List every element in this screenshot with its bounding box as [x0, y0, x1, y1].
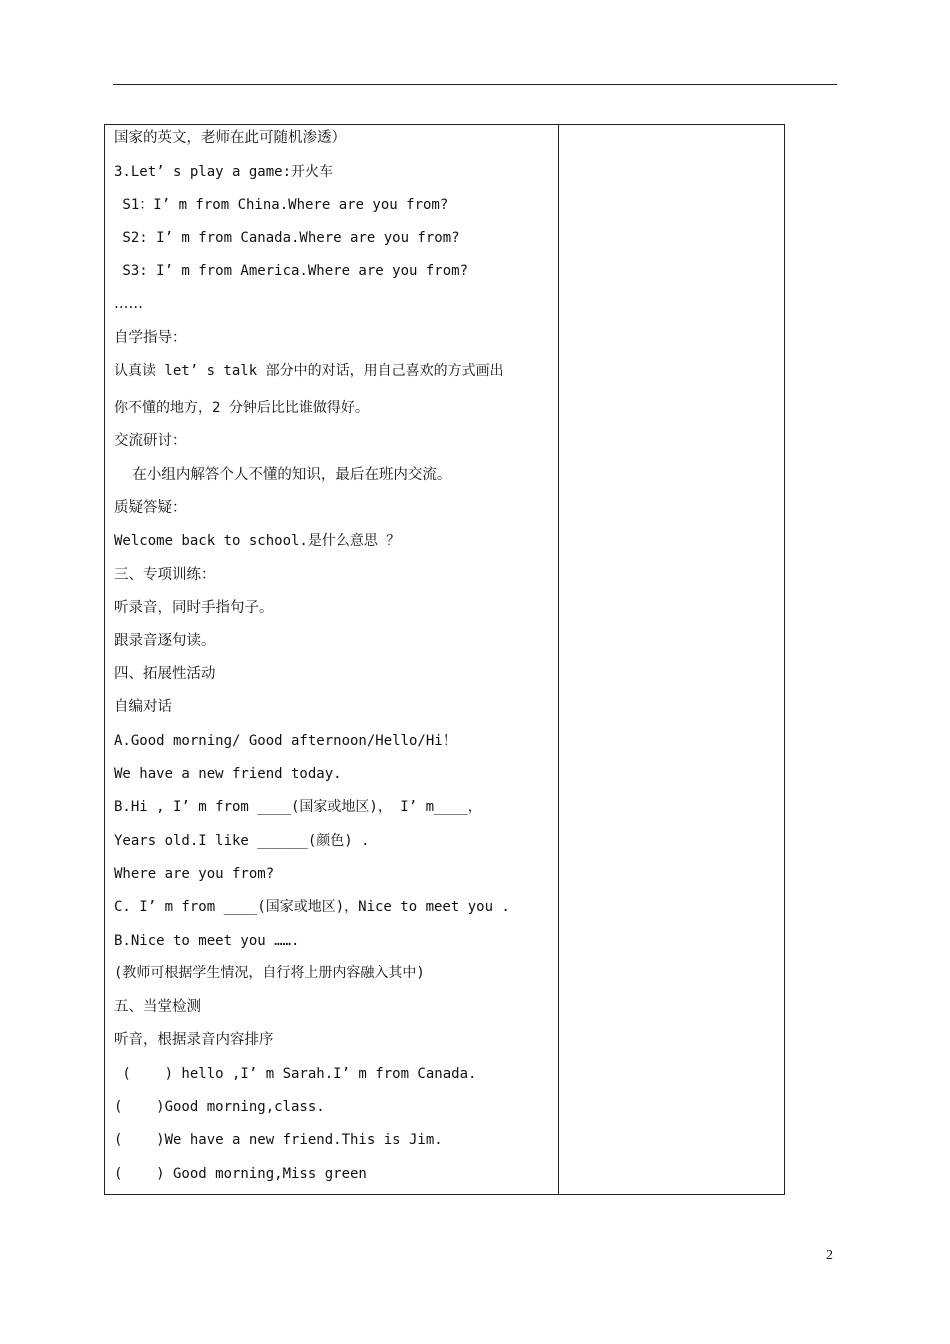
text-line: ( )We have a new friend.This is Jim. — [114, 1132, 443, 1148]
text-line: C. I’ m from ____(国家或地区)，Nice to meet you . — [114, 899, 510, 915]
page-number: 2 — [826, 1248, 833, 1263]
notes-cell — [559, 125, 784, 1194]
text-line: 三、专项训练： — [114, 567, 216, 583]
text-line: Welcome back to school.是什么意思 ？ — [114, 533, 401, 549]
text-line: S3: I’ m from America.Where are you from? — [114, 263, 469, 279]
text-line: S1：I’ m from China.Where are you from? — [114, 197, 449, 213]
text-line: S2: I’ m from Canada.Where are you from? — [114, 230, 460, 246]
text-line: (教师可根据学生情况，自行将上册内容融入其中) — [114, 965, 425, 981]
text-line: 质疑答疑： — [114, 500, 187, 516]
text-line: We have a new friend today. — [114, 766, 342, 782]
text-line: B.Hi , I’ m from ____(国家或地区)， I’ m____， — [114, 799, 482, 815]
text-line: B.Nice to meet you ……. — [114, 933, 300, 949]
text-line: 听录音，同时手指句子。 — [114, 600, 274, 616]
text-line: Years old.I like ______(颜色) . — [114, 833, 370, 849]
text-line: Where are you from? — [114, 866, 275, 882]
text-line: ( )Good morning,class. — [114, 1099, 325, 1115]
text-line: 认真读 let’ s talk 部分中的对话，用自己喜欢的方式画出 — [114, 363, 504, 379]
text-line: 跟录音逐句读。 — [114, 633, 216, 649]
lesson-table — [104, 124, 785, 1195]
header-rule — [113, 84, 837, 85]
text-line: ( ) hello ,I’ m Sarah.I’ m from Canada. — [114, 1066, 477, 1082]
text-line: 国家的英文，老师在此可随机渗透） — [114, 130, 346, 146]
text-line: ( ) Good morning,Miss green — [114, 1166, 367, 1182]
text-line: 3.Let’ s play a game:开火车 — [114, 164, 334, 180]
text-line: …… — [114, 296, 143, 312]
text-line: 听音，根据录音内容排序 — [114, 1032, 274, 1048]
text-line: 在小组内解答个人不懂的知识，最后在班内交流。 — [114, 467, 452, 483]
text-line: A.Good morning/ Good afternoon/Hello/Hi！ — [114, 733, 457, 749]
text-line: 五、当堂检测 — [114, 999, 201, 1015]
text-line: 你不懂的地方，2 分钟后比比谁做得好。 — [114, 400, 369, 416]
text-line: 自编对话 — [114, 699, 172, 715]
text-line: 自学指导： — [114, 330, 187, 346]
text-line: 交流研讨： — [114, 433, 187, 449]
text-line: 四、拓展性活动 — [114, 666, 216, 682]
